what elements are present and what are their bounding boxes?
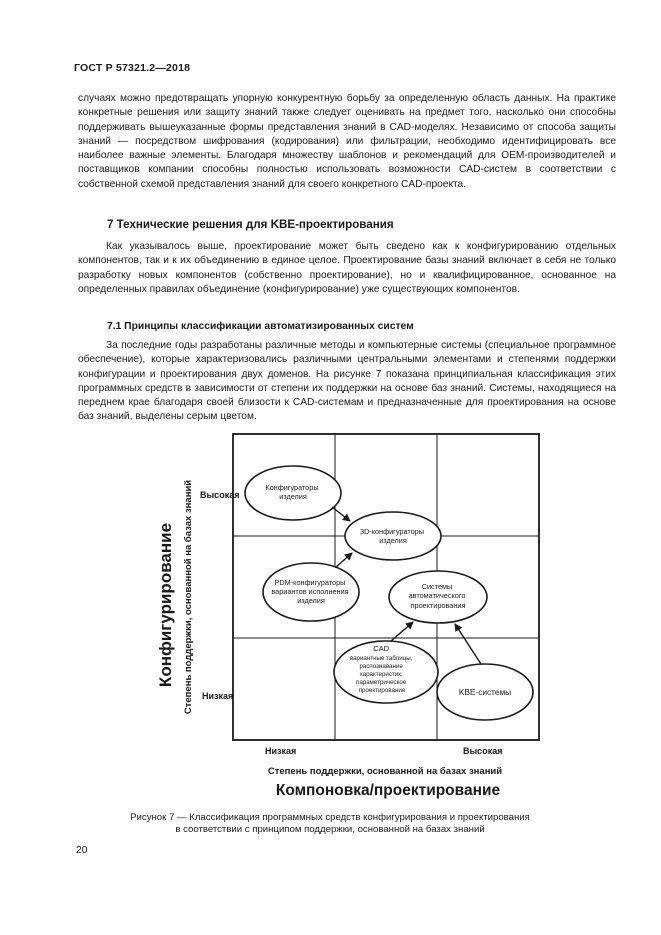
y-low-label: Низкая xyxy=(202,691,234,701)
figure-caption xyxy=(100,812,560,836)
paragraph-subsection-7-1: За последние годы разработаны различные методы и компьютерные системы (специальное программное обеспечение), которые характеризовались различными центральными элементами и степенями поддержки конфигурации и проектирования двух доменов. На рисунке 7 показана принципиальная классификация этих программных средств в зависимости от степени их поддержки на основе баз знаний. Системы, находящиеся на переднем крае благодаря своей близости к CAD-системам и предназначенные для проектирования на основе баз знаний, выделены серым цветом. xyxy=(78,340,616,423)
section-heading: 7 Технические решения для KBE-проектирования xyxy=(107,218,394,231)
y-high-label: Высокая xyxy=(200,490,240,500)
configurators-3d-label: 3D-конфигураторы изделия xyxy=(359,527,424,545)
pdm-configurators-label: PDM-конфигураторы вариантов исполнения изделия xyxy=(271,578,349,605)
standard-header: ГОСТ Р 57321.2—2018 xyxy=(74,62,191,74)
paragraph-intro: случаях можно предотвращать упорную конкурентную борьбу за определенную область данных. На практике конкретные решения или защиту знаний также следует оценивать на предмет того, насколько они способны поддерживать вышеуказанные формы представления знаний в CAD-моделях. Независимо от способа защиты знаний — посредством шифрования (кодирования) или фильтрации, необходимо идентифицировать все наиболее важные элементы. Благодаря множеству шаблонов и рекомендаций для OEM-производителей и поставщиков компании способны полностью использовать возможности CAD-систем в соответствии с собственной схемой представления знаний для своего конкретного CAD-проекта. xyxy=(78,93,616,190)
arrow-pdm-to-3d xyxy=(336,553,352,567)
page-number: 20 xyxy=(76,845,88,856)
caption-line-2: в соответствии с принципом поддержки, основанной на базах знаний xyxy=(175,824,485,835)
x-axis-subtitle: Степень поддержки, основанной на базах знаний xyxy=(267,766,503,777)
configurators-label: Конфигураторы изделия xyxy=(265,483,319,501)
paragraph-section-7: Как указывалось выше, проектирование может быть сведено как к конфигурированию отдельных компонентов, так и к их объединению в единое целое. Проектирование базы знаний включает в себя не только разработку новых компонентов (собственно проектирование), но и квалифицированное, основанное на определенных правилах объединение (конфигурирование) уже существующих компонентов. xyxy=(78,241,616,295)
y-axis-subtitle: Степень поддержки, основанной на базах знаний xyxy=(183,479,194,715)
kbe-systems-label: KBE-системы xyxy=(458,687,512,697)
x-axis-title: Компоновка/проектирование xyxy=(275,782,501,799)
y-axis-title: Конфигурирование xyxy=(156,522,175,688)
x-low-label: Низкая xyxy=(265,746,297,756)
cad-label: CAD вариантные таблицы, распознавание характеристик, параметрическое проектирование xyxy=(349,644,413,694)
auto-design-systems-label: Системы автоматического проектирования xyxy=(408,582,466,610)
subsection-heading: 7.1 Принципы классификации автоматизированных систем xyxy=(107,321,414,332)
x-high-label: Высокая xyxy=(463,746,503,756)
arrow-kbe-to-auto xyxy=(455,624,481,664)
caption-line-1: Рисунок 7 — Классификация программных средств конфигурирования и проектирования xyxy=(130,812,530,823)
